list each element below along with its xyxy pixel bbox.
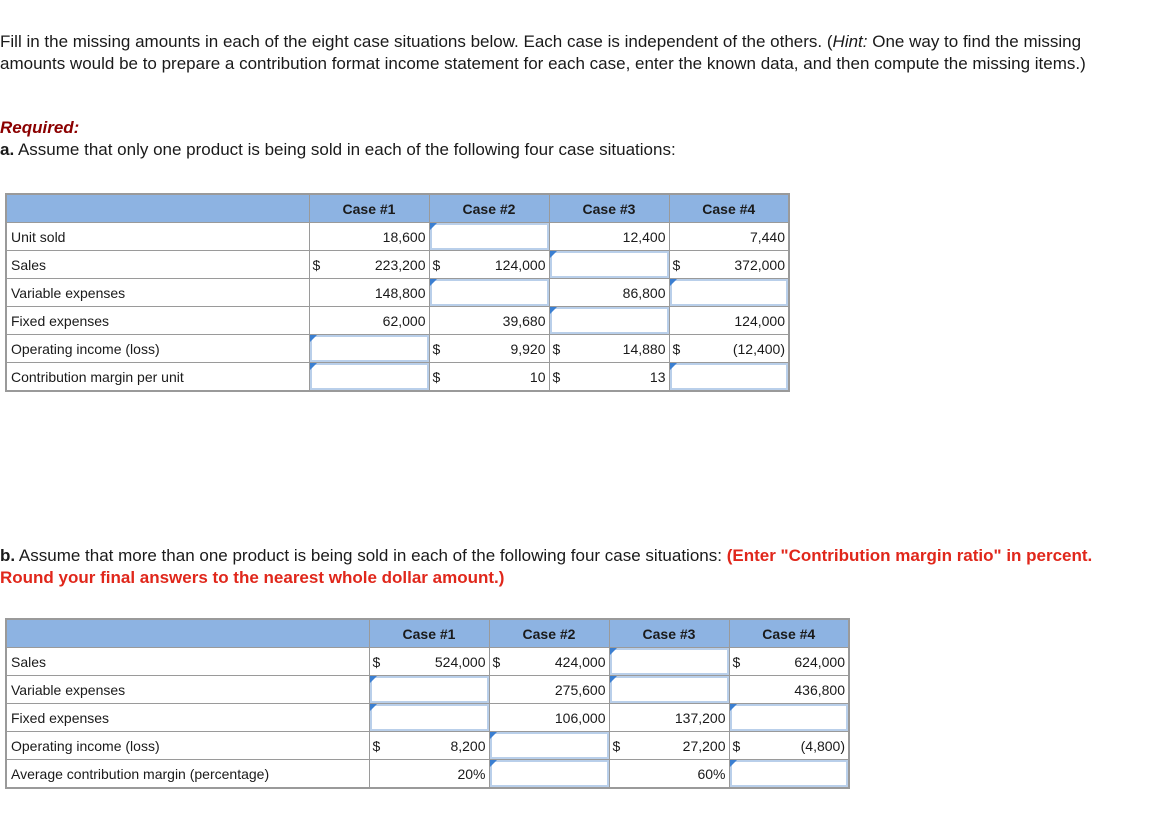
case-header-3: Case #3 — [549, 194, 669, 223]
given-value-case-4: 7,440 — [693, 223, 789, 251]
part-b-note: (Enter "Contribution margin ratio" in percent. Round your final answers to the nearest whole dollar amount.) — [0, 546, 1093, 587]
case-header-4: Case #4 — [669, 194, 789, 223]
dollar-sign: $ — [429, 335, 453, 363]
case-header-4: Case #4 — [729, 619, 849, 648]
given-value-case-4: 436,800 — [753, 676, 849, 704]
row-label: Unit sold — [6, 223, 309, 251]
row-label: Fixed expenses — [6, 704, 369, 732]
dollar-sign: $ — [669, 335, 693, 363]
given-value-case-2: 106,000 — [513, 704, 609, 732]
given-value-case-1: 8,200 — [393, 732, 489, 760]
given-value-case-3: 12,400 — [573, 223, 669, 251]
dollar-sign: $ — [489, 648, 513, 676]
dollar-sign: $ — [729, 648, 753, 676]
given-value-case-1: 62,000 — [333, 307, 429, 335]
table-row — [6, 307, 789, 335]
given-value-case-1: 223,200 — [333, 251, 429, 279]
dollar-sign — [609, 760, 633, 789]
dollar-sign: $ — [369, 732, 393, 760]
answer-input-case-1[interactable] — [309, 363, 429, 392]
given-value-case-2: 39,680 — [453, 307, 549, 335]
answer-input-case-4[interactable] — [729, 704, 849, 732]
header-blank-cell — [6, 619, 369, 648]
given-value-case-4: 124,000 — [693, 307, 789, 335]
part-b-table — [5, 618, 850, 789]
table-row — [6, 223, 789, 251]
dollar-sign — [549, 279, 573, 307]
given-value-case-2: 9,920 — [453, 335, 549, 363]
instructions-line-1: Fill in the missing amounts in each of the eight case situations below. Each case is independent of the others. ( — [0, 32, 833, 51]
dollar-sign — [669, 223, 693, 251]
table-row — [6, 760, 849, 789]
dollar-sign — [309, 223, 333, 251]
row-label: Fixed expenses — [6, 307, 309, 335]
dollar-sign — [669, 307, 693, 335]
row-label: Operating income (loss) — [6, 335, 309, 363]
given-value-case-2: 424,000 — [513, 648, 609, 676]
answer-input-case-3[interactable] — [549, 307, 669, 335]
given-value-case-4: (4,800) — [753, 732, 849, 760]
given-value-case-3: 86,800 — [573, 279, 669, 307]
given-value-case-3: 60% — [633, 760, 729, 789]
answer-input-case-2[interactable] — [429, 223, 549, 251]
answer-input-case-2[interactable] — [489, 732, 609, 760]
answer-input-case-3[interactable] — [549, 251, 669, 279]
row-label: Variable expenses — [6, 279, 309, 307]
given-value-case-1: 524,000 — [393, 648, 489, 676]
given-value-case-3: 27,200 — [633, 732, 729, 760]
required-heading: Required: — [0, 118, 80, 137]
given-value-case-2: 10 — [453, 363, 549, 392]
table-row — [6, 732, 849, 760]
part-b-header-row — [6, 619, 849, 648]
dollar-sign: $ — [549, 363, 573, 392]
row-label: Operating income (loss) — [6, 732, 369, 760]
answer-input-case-4[interactable] — [729, 760, 849, 789]
answer-input-case-1[interactable] — [369, 704, 489, 732]
dollar-sign — [489, 704, 513, 732]
dollar-sign — [429, 307, 453, 335]
dollar-sign: $ — [729, 732, 753, 760]
dollar-sign — [309, 307, 333, 335]
part-a-instruction — [0, 140, 676, 160]
table-row — [6, 335, 789, 363]
answer-input-case-3[interactable] — [609, 676, 729, 704]
dollar-sign: $ — [669, 251, 693, 279]
table-row — [6, 279, 789, 307]
header-blank-cell — [6, 194, 309, 223]
dollar-sign — [309, 279, 333, 307]
case-header-3: Case #3 — [609, 619, 729, 648]
part-a-header-row — [6, 194, 789, 223]
given-value-case-1: 20% — [393, 760, 489, 789]
given-value-case-2: 124,000 — [453, 251, 549, 279]
part-b-instruction — [0, 545, 1140, 589]
given-value-case-1: 18,600 — [333, 223, 429, 251]
given-value-case-4: 372,000 — [693, 251, 789, 279]
dollar-sign: $ — [369, 648, 393, 676]
table-row — [6, 676, 849, 704]
case-header-2: Case #2 — [429, 194, 549, 223]
part-b-text: Assume that more than one product is being sold in each of the following four case situations: — [15, 546, 727, 565]
dollar-sign: $ — [609, 732, 633, 760]
answer-input-case-1[interactable] — [309, 335, 429, 363]
given-value-case-3: 13 — [573, 363, 669, 392]
answer-input-case-2[interactable] — [429, 279, 549, 307]
given-value-case-1: 148,800 — [333, 279, 429, 307]
dollar-sign — [609, 704, 633, 732]
row-label: Sales — [6, 251, 309, 279]
table-row — [6, 704, 849, 732]
answer-input-case-4[interactable] — [669, 363, 789, 392]
instructions-text — [0, 31, 1140, 74]
part-a-letter: a. — [0, 140, 15, 159]
part-a-table — [5, 193, 790, 392]
table-row — [6, 363, 789, 392]
row-label: Contribution margin per unit — [6, 363, 309, 392]
case-header-2: Case #2 — [489, 619, 609, 648]
dollar-sign — [729, 676, 753, 704]
answer-input-case-2[interactable] — [489, 760, 609, 789]
case-header-1: Case #1 — [369, 619, 489, 648]
table-row — [6, 251, 789, 279]
dollar-sign — [549, 223, 573, 251]
answer-input-case-4[interactable] — [669, 279, 789, 307]
dollar-sign — [489, 676, 513, 704]
answer-input-case-3[interactable] — [609, 648, 729, 676]
given-value-case-3: 14,880 — [573, 335, 669, 363]
given-value-case-4: (12,400) — [693, 335, 789, 363]
dollar-sign: $ — [429, 251, 453, 279]
dollar-sign — [369, 760, 393, 789]
table-row — [6, 648, 849, 676]
part-b-letter: b. — [0, 546, 16, 565]
dollar-sign: $ — [549, 335, 573, 363]
row-label: Sales — [6, 648, 369, 676]
dollar-sign: $ — [429, 363, 453, 392]
hint-label: Hint: — [832, 32, 868, 51]
case-header-1: Case #1 — [309, 194, 429, 223]
given-value-case-2: 275,600 — [513, 676, 609, 704]
dollar-sign: $ — [309, 251, 333, 279]
given-value-case-3: 137,200 — [633, 704, 729, 732]
instructions-line-2: One way to find the missing amounts would be to prepare a contribution format income statement for each case, enter the known data, and then compute the missing items.) — [0, 32, 1086, 73]
part-a-text: Assume that only one product is being sold in each of the following four case situations: — [14, 140, 676, 159]
row-label: Average contribution margin (percentage) — [6, 760, 369, 789]
row-label: Variable expenses — [6, 676, 369, 704]
answer-input-case-1[interactable] — [369, 676, 489, 704]
given-value-case-4: 624,000 — [753, 648, 849, 676]
